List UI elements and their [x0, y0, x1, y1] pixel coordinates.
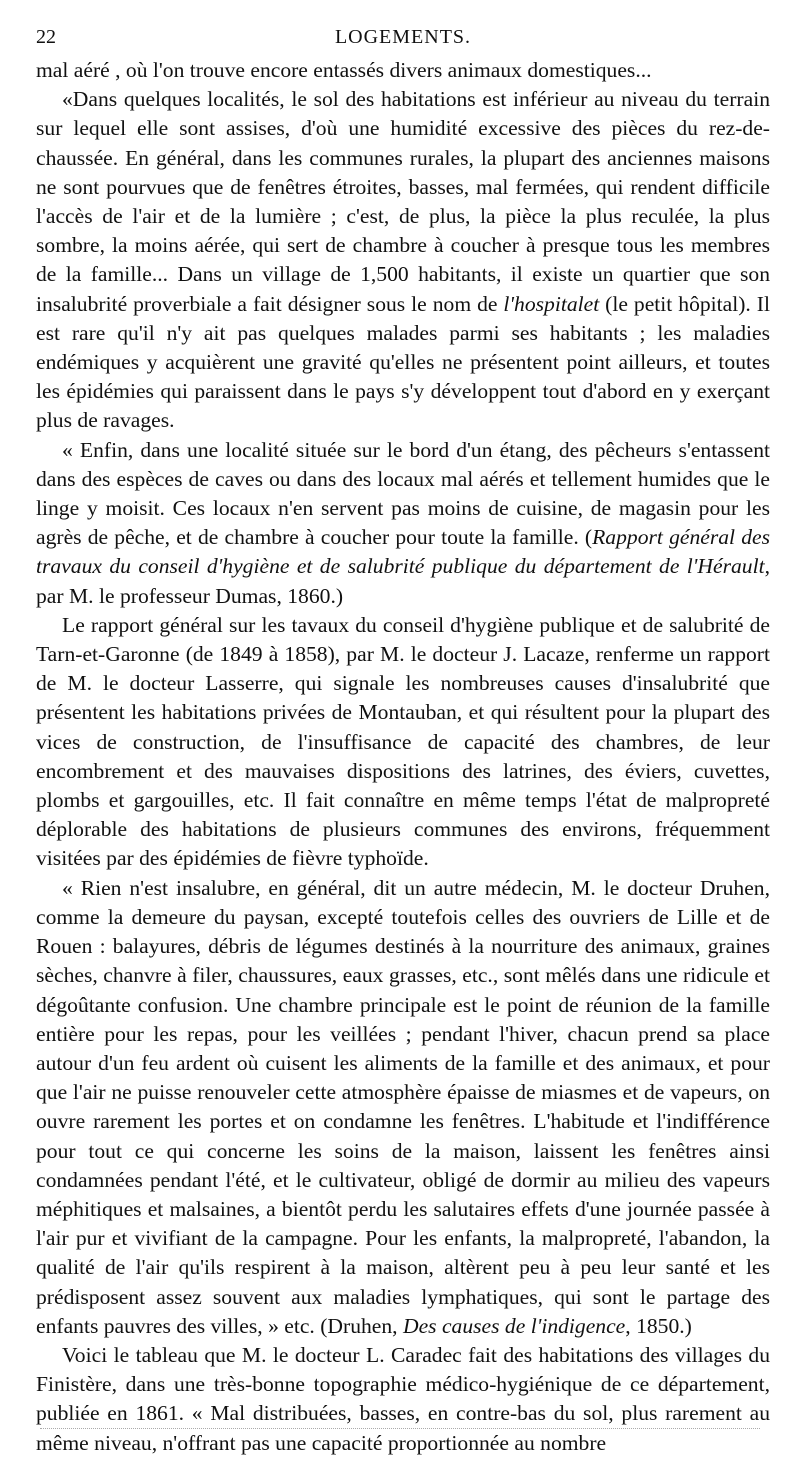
- text-run: , 1850.): [625, 1313, 692, 1338]
- text-run: (le petit hôpital). Il est rare qu'il n'y ait pas quelques malades parmi ses habitants ; les maladies endémiques y acquièrent une gravité qu'elles ne présentent point ailleurs, et toutes les épidémies qui paraissent dans le pays s'y développent tout d'abord en y exerçant plus de ravages.: [36, 291, 770, 433]
- body-text: [36, 56, 770, 1458]
- paragraph: [36, 874, 770, 1341]
- italic-text: Rapport général des travaux du conseil d'hygiène et de salubrité publique du département de l'Hérault: [36, 525, 770, 579]
- text-run: Voici le tableau que M. le docteur L. Caradec fait des habitations des villages du Finistère, dans une très-bonne topographie médico-hygiénique de ce département, publiée en 1861. « Mal distribuées, basses, en contre-bas du sol, plus rarement au même niveau, n'offrant pas une capacité proportionnée au nombre: [36, 1342, 770, 1455]
- text-run: Le rapport général sur les tavaux du conseil d'hygiène publique et de salubrité de Tarn-et-Garonne (de 1849 à 1858), par M. le docteur J. Lacaze, renferme un rapport de M. le docteur Lasserre, qui signale les nombreuses causes d'insalubrité que présentent les habitations privées de Montauban, et qui résultent pour la plupart des vices de construction, de l'insuffisance de capacité des chambres, de leur encombrement et des mauvaises dispositions des latrines, des éviers, cuvettes, plombs et gargouilles, etc. Il fait connaître en même temps l'état de malpropreté déplorable des habitations de plusieurs communes des environs, fréquemment visitées par des épidémies de fièvre typhoïde.: [36, 612, 770, 871]
- text-run: « Rien n'est insalubre, en général, dit un autre médecin, M. le docteur Druhen, comme la demeure du paysan, excepté toutefois celles des ouvriers de Lille et de Rouen : balayures, débris de légumes destinés à la nourriture des animaux, graines sèches, chanvre à filer, chaussures, eaux grasses, etc., sont mêlés dans une ridicule et dégoûtante confusion. Une chambre principale est le point de réunion de la famille entière pour les repas, pour les veillées ; pendant l'hiver, chacun prend sa place autour d'un feu ardent où cuisent les aliments de la famille et des animaux, et pour que l'air ne puisse renouveler cette atmosphère épaisse de miasmes et de vapeurs, on ouvre rarement les portes et on condamne les fenêtres. L'habitude et l'indifférence pour tout ce qui concerne les soins de la maison, laissent les fenêtres ainsi condamnées pendant l'été, et le cultivateur, obligé de dormir au milieu des vapeurs méphitiques et malsaines, a bientôt perdu les salutaires effets d'une journée passée à l'air pur et vivifiant de la campagne. Pour les enfants, la malpropreté, l'abandon, la qualité de l'air qu'ils respirent à la maison, altèrent peu à peu leur santé et les prédisposent assez souvent aux maladies lymphatiques, qui sont le partage des enfants pauvres des villes, » etc. (Druhen,: [36, 875, 770, 1338]
- text-run: , par M. le professeur Dumas, 1860.): [36, 554, 770, 608]
- paragraph: [36, 56, 770, 85]
- text-run: mal aéré , où l'on trouve encore entassés divers animaux domestiques...: [36, 58, 652, 82]
- paragraph: [36, 1341, 770, 1458]
- paragraph: [36, 85, 770, 435]
- italic-text: l'hospitalet: [503, 291, 600, 316]
- footer-rule: [40, 1428, 760, 1429]
- page-number: 22: [36, 26, 56, 48]
- paragraph: [36, 611, 770, 874]
- italic-text: Des causes de l'indigence: [402, 1313, 626, 1338]
- page-header: [36, 26, 770, 56]
- text-run: « Enfin, dans une localité située sur le bord d'un étang, des pêcheurs s'entassent dans des espèces de caves ou dans des locaux mal aérés et tellement humides que le linge y moisit. Ces locaux n'en servent pas moins de cuisine, de magasin pour les agrès de pêche, et de chambre à coucher pour toute la famille. (: [36, 437, 770, 550]
- paragraph: [36, 436, 770, 611]
- document-page: [36, 26, 770, 1458]
- text-run: «Dans quelques localités, le sol des habitations est inférieur au niveau du terrain sur lequel elle sont assises, d'où une humidité excessive des pièces du rez-de-chaussée. En général, dans les communes rurales, la plupart des anciennes maisons ne sont pourvues que de fenêtres étroites, basses, mal fermées, qui rendent difficile l'accès de l'air et de la lumière ; c'est, de plus, la pièce la plus reculée, la plus sombre, la moins aérée, qui sert de chambre à coucher à presque tous les membres de la famille... Dans un village de 1,500 habitants, il existe un quartier que son insalubrité proverbiale a fait désigner sous le nom de: [36, 87, 770, 316]
- running-title: LOGEMENTS.: [334, 26, 472, 48]
